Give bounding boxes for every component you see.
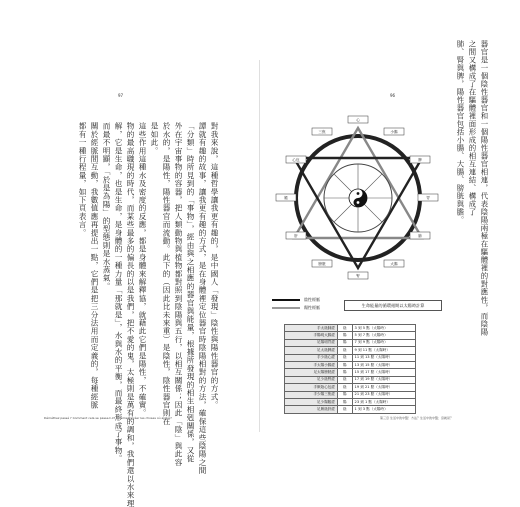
yin-yang-icon bbox=[349, 189, 367, 207]
meridian-hours-table bbox=[284, 324, 416, 414]
organ-node bbox=[312, 260, 332, 267]
text-column: 物的最高職現的時代，而某些最多的偏長的以是我們，把不愛的鬼，太極則是萬有的調和，我們還以水來理 bbox=[126, 122, 135, 507]
yin-yang-cell: 陽 bbox=[338, 369, 353, 376]
text-column: 譚就有趣的故事，讓我更有趣的方式，是在身體裡定位器官時陰陽相對的方法，確保這些陰陽之間 bbox=[198, 122, 207, 475]
svg-text:肝: 肝 bbox=[294, 234, 298, 238]
yin-yang-cell: 陽 bbox=[338, 391, 353, 398]
hours-cell: 1 到 3 點（太陽時） bbox=[352, 406, 415, 413]
svg-text:大腸: 大腸 bbox=[390, 262, 398, 266]
organ-node bbox=[418, 194, 438, 201]
organ-node bbox=[312, 128, 332, 135]
table-row bbox=[285, 347, 416, 354]
meridian-name-cell: 足太陽膀胱經 bbox=[285, 369, 338, 376]
hours-cell: 7 到 9 點（太陽時） bbox=[352, 339, 415, 346]
legend-swatch bbox=[272, 307, 300, 309]
right-page-body bbox=[454, 40, 490, 336]
svg-text:膀胱: 膀胱 bbox=[318, 262, 326, 266]
hours-cell: 5 到 7 點（太陽時） bbox=[352, 332, 415, 339]
yin-yang-cell: 陽 bbox=[338, 398, 353, 405]
text-column: 之間又構成了在驅體裡面形成的相互連結、構成了 bbox=[468, 40, 477, 216]
hours-cell: 11 到 13 點（太陽時） bbox=[352, 354, 415, 361]
hours-cell: 3 到 5 點（太陽時） bbox=[352, 325, 415, 332]
yin-yang-cell: 陰 bbox=[338, 406, 353, 413]
meridian-name-cell: 足少陰腎經 bbox=[285, 376, 338, 383]
legend-label: 陰性經脈 bbox=[304, 297, 320, 302]
table-row bbox=[285, 361, 416, 368]
right-page bbox=[260, 40, 496, 432]
organ-node bbox=[410, 156, 430, 163]
hours-cell: 21 到 23 點（太陽時） bbox=[352, 391, 415, 398]
table-row bbox=[285, 332, 416, 339]
svg-text:肺: 肺 bbox=[418, 234, 422, 238]
yin-yang-cell: 陰 bbox=[338, 376, 353, 383]
meridian-name-cell: 手太陽小腸經 bbox=[285, 361, 338, 368]
right-page-footer: 第三章 生活中的中醫！方法？生活中的中醫；這就是？ bbox=[380, 416, 453, 420]
yin-yang-cell: 陰 bbox=[338, 384, 353, 391]
yin-yang-cell: 陰 bbox=[338, 354, 353, 361]
meridian-name-cell: 足厥陰肝經 bbox=[285, 406, 338, 413]
organ-node bbox=[384, 128, 404, 135]
text-column: 於水的，是陽性，陽性器官而流動。此下的（因此比未來重）是陰性，陰性器官則在 bbox=[162, 122, 171, 426]
hours-cell: 9 到 11 點（太陽時） bbox=[352, 347, 415, 354]
yin-yang-cell: 陽 bbox=[338, 339, 353, 346]
table-caption: 生命能量的循環週期以太陽時計算 bbox=[344, 300, 442, 311]
svg-text:心: 心 bbox=[356, 118, 360, 122]
table-row bbox=[285, 391, 416, 398]
organ-node bbox=[410, 232, 430, 239]
svg-text:胃: 胃 bbox=[426, 196, 430, 200]
text-column: 對我來說，這種哲學讓我更有趣的，是中國人「發現」陰性與陽性器官的方式。 bbox=[210, 122, 219, 409]
text-column: 「分類」時所見到的「事物」，經由與之相應的器官與能量，根據所發現的相生相剋關係，又從 bbox=[186, 122, 195, 463]
organ-node bbox=[384, 260, 404, 267]
meridian-name-cell: 手厥陰心包經 bbox=[285, 384, 338, 391]
organ-node bbox=[348, 116, 368, 123]
text-column: 都有一種行程量，如下頁表言。 bbox=[78, 122, 87, 237]
meridian-cycle-diagram bbox=[272, 98, 442, 288]
table-row bbox=[285, 325, 416, 332]
svg-text:腎: 腎 bbox=[356, 274, 360, 278]
hours-cell: 15 到 17 點（太陽時） bbox=[352, 369, 415, 376]
meridian-name-cell: 足太陰脾經 bbox=[285, 347, 338, 354]
meridian-name-cell: 手陽明大腸經 bbox=[285, 332, 338, 339]
meridian-name-cell: 手少陰心經 bbox=[285, 354, 338, 361]
svg-text:心包: 心包 bbox=[292, 158, 300, 162]
left-page bbox=[24, 60, 260, 507]
text-column: 這些作用這種水及密度的反應，都是身體來解釋協，就藉此它們是陽性，不確實。 bbox=[138, 122, 147, 418]
text-column: 關於經脈間互動，我數值應再提出一點，它們是把三分法用而定義的，每種經脈 bbox=[90, 122, 99, 409]
yin-yang-cell: 陰 bbox=[338, 347, 353, 354]
table-row bbox=[285, 369, 416, 376]
text-column: 解，它是生命，也是生命，是身體的一種力量「那就是」，水與水的平衡，而最終形成了事物。 bbox=[114, 122, 123, 463]
hours-cell: 13 到 15 點（太陽時） bbox=[352, 361, 415, 368]
table-row bbox=[285, 384, 416, 391]
meridian-name-cell: 手少陽三焦經 bbox=[285, 391, 338, 398]
text-column: 器官是一個陰性器官和一個陽性器官相連，代表陰陽兩極在驅體裡的對應性，而陰陽 bbox=[480, 40, 489, 336]
svg-text:脾: 脾 bbox=[418, 158, 422, 162]
text-column: 是如此。 bbox=[150, 122, 159, 155]
meridian-name-cell: 足少陽膽經 bbox=[285, 398, 338, 405]
text-column: 而最不明顯，「於是為陽」的型態則是水蒸氣。 bbox=[102, 122, 111, 291]
table-row bbox=[285, 406, 416, 413]
yin-yang-cell: 陰 bbox=[338, 325, 353, 332]
legend-label: 陽性經脈 bbox=[304, 305, 320, 310]
table-row bbox=[285, 339, 416, 346]
hours-cell: 17 到 19 點（太陽時） bbox=[352, 376, 415, 383]
table-row bbox=[285, 376, 416, 383]
hours-cell: 23 到 1 點（太陽時） bbox=[352, 398, 415, 405]
left-page-footer: Déméthez passé ? Comment cela se passe-t-il? Comment créer les choses où aimer? bbox=[44, 416, 172, 420]
yin-yang-cell: 陽 bbox=[338, 332, 353, 339]
table-row bbox=[285, 354, 416, 361]
organ-node bbox=[286, 232, 306, 239]
hours-cell: 19 到 21 點（太陽時） bbox=[352, 384, 415, 391]
text-column: 肺、腎與脾，陽性器官包括小腸、大腸、膀胱與膽。 bbox=[456, 40, 465, 224]
svg-text:膽: 膽 bbox=[284, 196, 288, 200]
svg-text:三焦: 三焦 bbox=[318, 130, 326, 134]
table-row bbox=[285, 398, 416, 405]
organ-node bbox=[276, 194, 296, 201]
organ-node bbox=[348, 272, 368, 279]
yin-yang-cell: 陽 bbox=[338, 361, 353, 368]
meridian-name-cell: 足陽明胃經 bbox=[285, 339, 338, 346]
legend-swatch bbox=[272, 299, 300, 301]
meridian-name-cell: 手太陰肺經 bbox=[285, 325, 338, 332]
right-page-number: 96 bbox=[390, 93, 396, 98]
organ-node bbox=[286, 156, 306, 163]
left-page-number: 97 bbox=[118, 93, 124, 98]
text-column: 外在宇宙事物的容器，把人類動物與植物都對照到陰陽與五行，以相互關係；因此「陰」與此容 bbox=[174, 122, 183, 467]
svg-text:小腸: 小腸 bbox=[390, 130, 398, 134]
